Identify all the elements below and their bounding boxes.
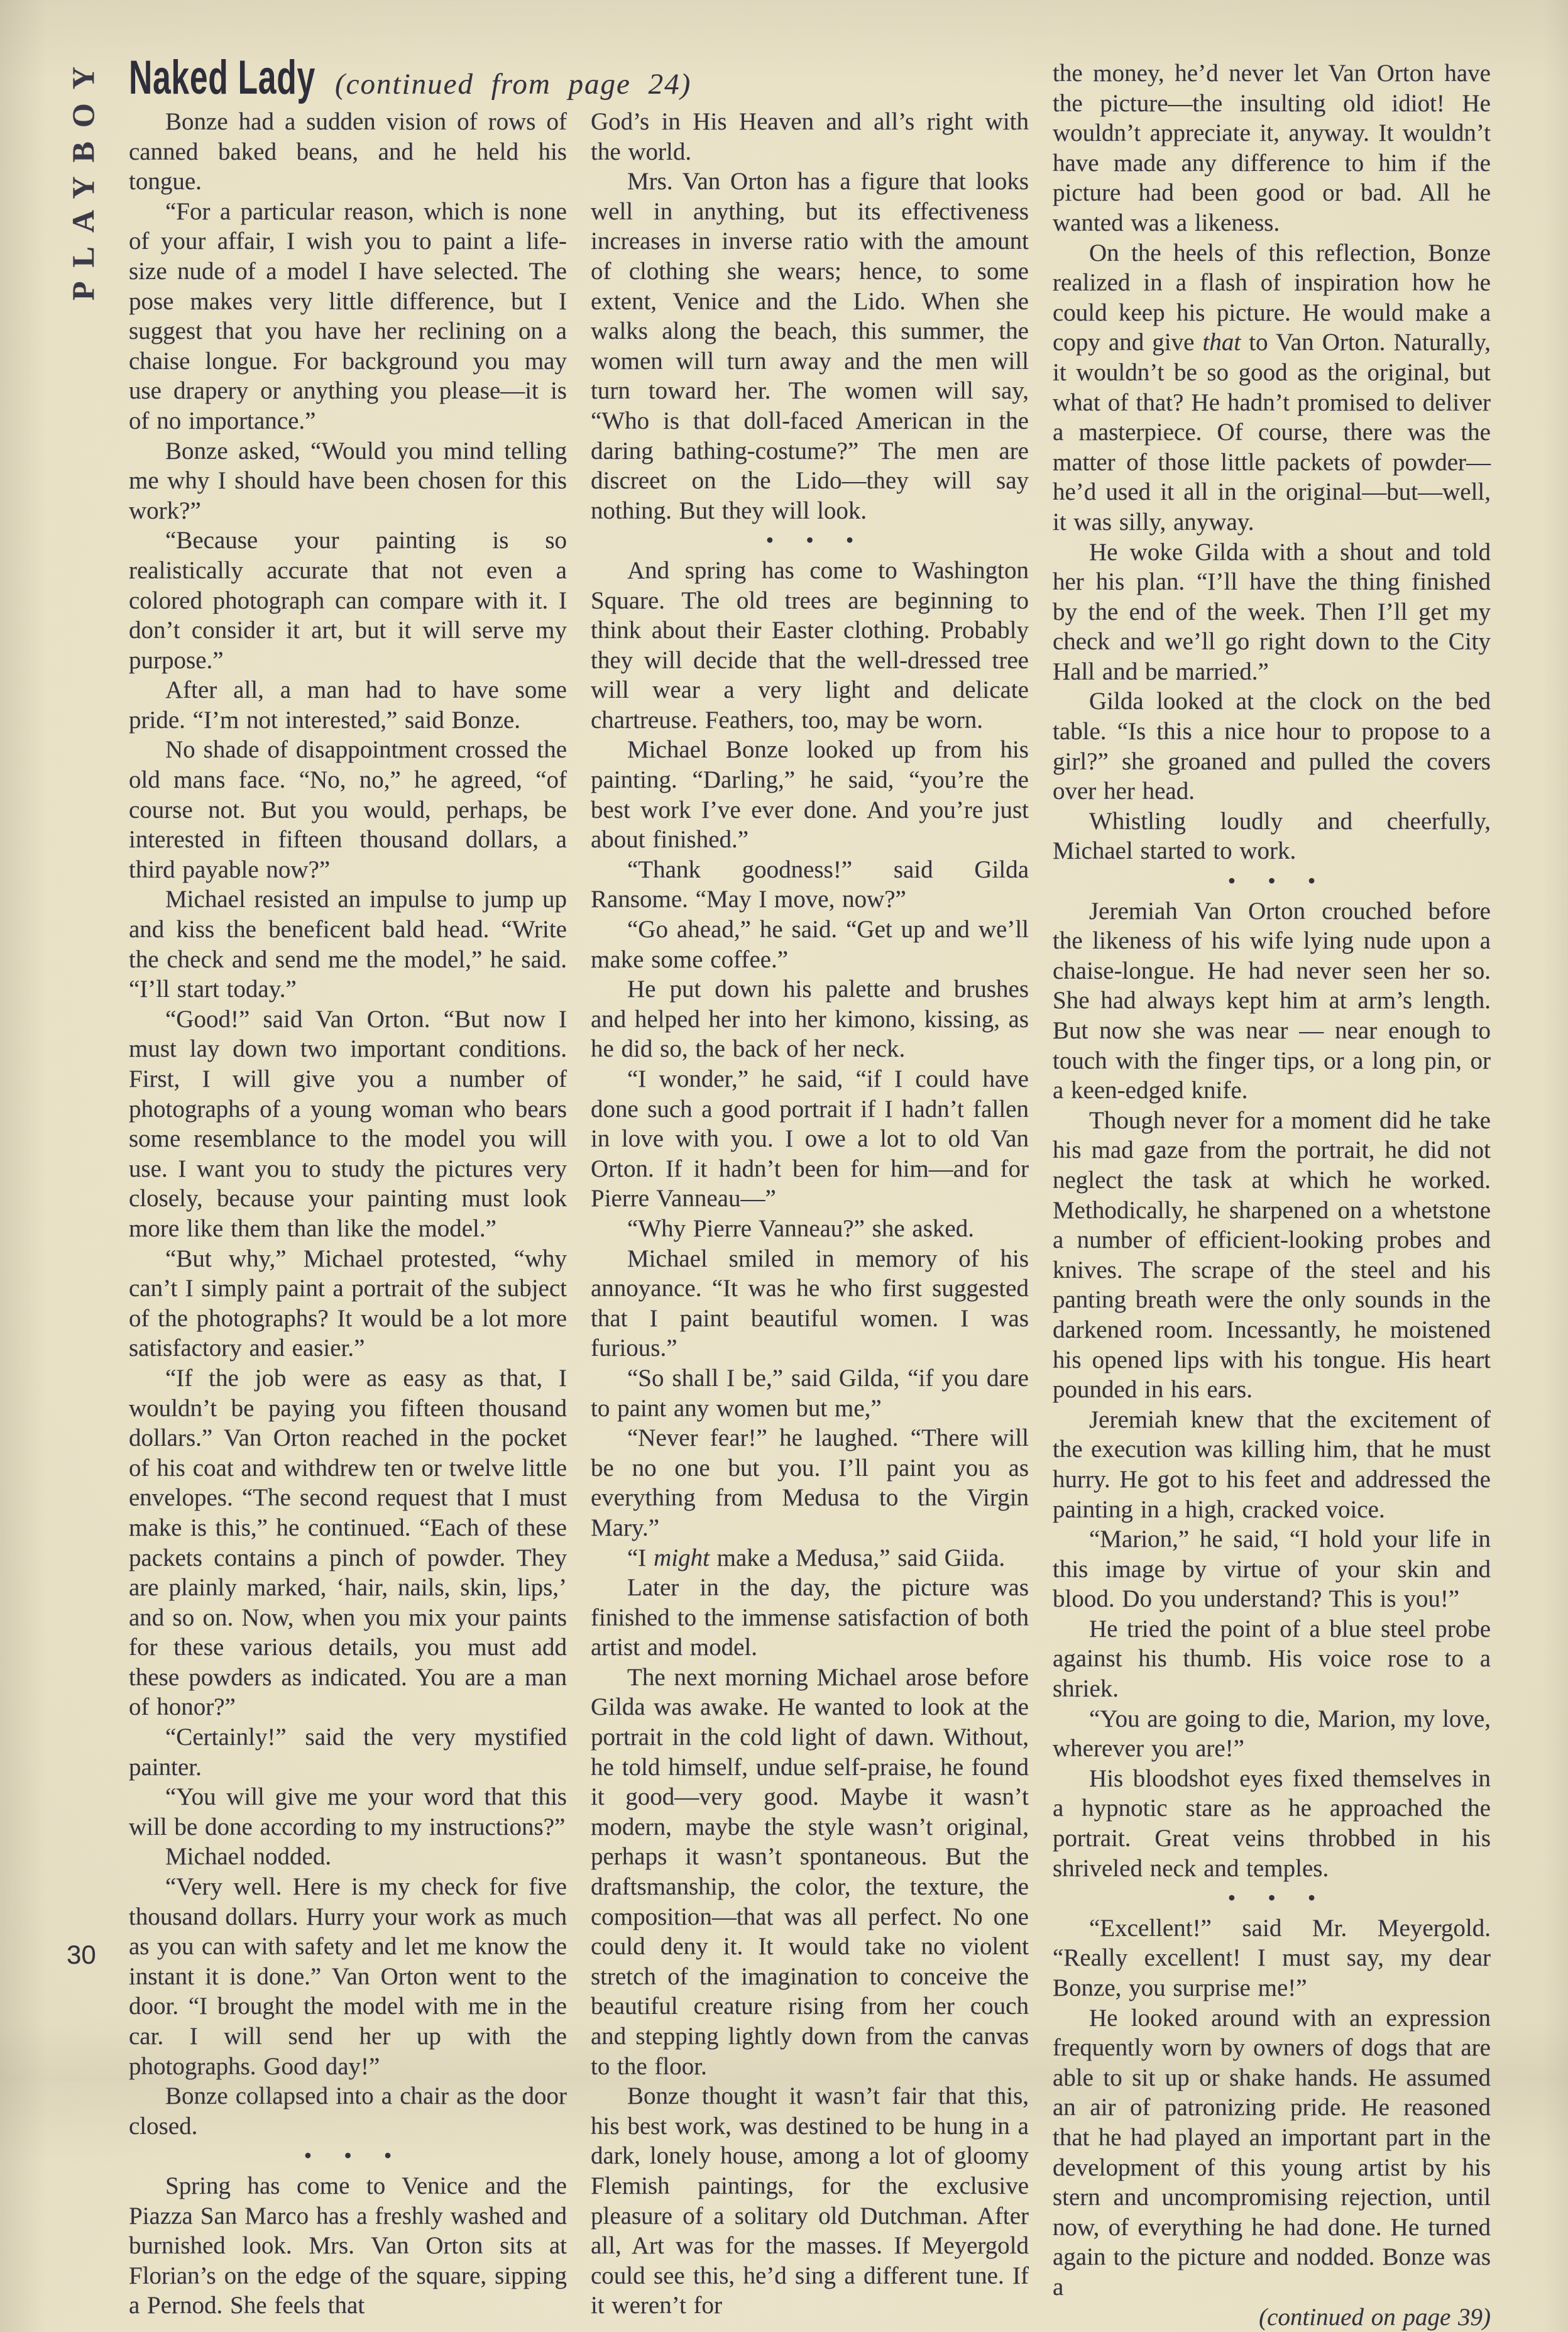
story-paragraph <box>129 1872 567 2081</box>
story-paragraph <box>129 107 567 197</box>
story-paragraph <box>591 1363 1029 1423</box>
text-segment: Michael resisted an impulse to jump up and kiss the beneficent bald head. “Write the check and send me the model,” he said. “I’ll start today.” <box>129 886 567 1003</box>
text-segment: “Certainly!” said the very mystified painter. <box>129 1724 567 1781</box>
text-segment: make a Medusa,” said Giida. <box>709 1544 1006 1571</box>
story-paragraph <box>1053 1106 1491 1405</box>
text-segment: After all, a man had to have some pride. “I’m not interested,” said Bonze. <box>129 676 567 734</box>
text-segment: the money, he’d never let Van Orton have the picture—the insulting old idiot! He wouldn’t appreciate it, anyway. It wouldn’t have made any difference to him if the picture had been good or bad. All he wanted was a likeness. <box>1053 60 1491 236</box>
story-paragraph <box>591 1573 1029 1663</box>
text-segment: “Because your painting is so realistically accurate that not even a colored photograph can compare with it. I don’t consider it art, but it will serve my purpose.” <box>129 527 567 674</box>
text-segment: Spring has come to Venice and the Piazza San Marco has a freshly washed and burnished look. Mrs. Van Orton sits at Florian’s on the edge of the square, sipping a Pernod. She feels that <box>129 2172 567 2319</box>
text-segment: “Thank goodness!” said Gilda Ransome. “May I move, now?” <box>591 855 1029 913</box>
text-segment: He woke Gilda with a shout and told her his plan. “I’ll have the thing finished by the end of the week. Then I’ll get my check and we’ll go right down to the City Hall and be married.” <box>1053 538 1491 685</box>
text-segment: “You are going to die, Marion, my love, wherever you are!” <box>1053 1705 1491 1763</box>
story-paragraph <box>1053 537 1491 687</box>
text-segment: The next morning Michael arose before Gilda was awake. He wanted to look at the portrait in the cold light of dawn. Without, he told himself, undue self-praise, he found it good—very good. Maybe it wasn’t modern, maybe the style wasn’t original, perhaps it wasn’t spontaneous. But the draftsmanship, the color, the texture, the composition—that was all perfect. No one could deny it. It would take no violent stretch of the imagination to conceive the beautiful creature rising from her couch and stepping lightly down from the canvas to the floor. <box>591 1663 1029 2080</box>
story-paragraph <box>591 556 1029 735</box>
text-segment: On the heels of this reflection, Bonze realized in a flash of inspiration how he could keep his picture. He would make a copy and give <box>1053 239 1491 356</box>
text-segment: Later in the day, the picture was finished to the immense satisfaction of both artist and model. <box>591 1574 1029 1661</box>
text-segment: And spring has come to Washington Square. The old trees are beginning to think about their Easter clothing. Probably they will decide that the well-dressed tree will wear a very light and delicate chartreuse. Feathers, too, may be worn. <box>591 556 1029 734</box>
text-segment: Michael nodded. <box>165 1843 332 1871</box>
text-segment: He looked around with an expression frequently worn by owners of dogs that are able to sit up or shake hands. He assumed an air of patronizing pride. He reasoned that he had played an important part in the development of this young artist by his stern and uncompromising rejection, until now, of everything he had done. He turned again to the picture and nodded. Bonze was a <box>1053 2004 1491 2301</box>
story-paragraph <box>1053 2302 1491 2332</box>
story-paragraph <box>129 436 567 526</box>
text-segment: “If the job were as easy as that, I wouldn’t be paying you fifteen thousand dollars.” Van Orton reached in the pocket of his coat and withdrew ten or twelve little envelopes. “The second request that I must make is this,” he continued. “Each of these packets contains a pinch of powder. They are plainly marked, ‘hair, nails, skin, lips,’ and so on. Now, when you mix your paints for these various details, you must add these powders as indicated. You are a man of honor?” <box>129 1364 567 1721</box>
story-paragraph <box>129 525 567 675</box>
text-segment: to Van Orton. Naturally, it wouldn’t be so good as the original, but what of that? He hadn’t promised to deliver a masterpiece. Of course, there was the matter of those little packets of powder—he’d used it all in the original—but—well, it was silly, anyway. <box>1053 329 1491 536</box>
text-segment: Bonze thought it wasn’t fair that this, his best work, was destined to be hung in a dark, lonely house, among a lot of gloomy Flemish paintings, for the exclusive pleasure of a solitary old Dutchman. After all, Art was for the masses. If Meyergold could see this, he’d sing a different tune. If it weren’t for <box>591 2082 1029 2319</box>
text-segment: Bonze asked, “Would you mind telling me why I should have been chosen for this work?” <box>129 437 567 524</box>
story-paragraph <box>591 915 1029 974</box>
playboy-spine-masthead: PLAYBOY <box>65 53 101 300</box>
story-paragraph <box>591 974 1029 1064</box>
story-paragraph <box>129 1782 567 1842</box>
text-segment: He put down his palette and brushes and helped her into her kimono, kissing, as he did so, the back of her neck. <box>591 976 1029 1063</box>
story-paragraph <box>1053 1405 1491 1524</box>
text-column-2 <box>591 107 1029 2321</box>
text-segment: Jeremiah Van Orton crouched before the likeness of his wife lying nude upon a chaise-longue. He had never seen her so. She had always kept him at arm’s length. But now she was near — near enough to touch with the finger tips, or a long pin, or a keen-edged knife. <box>1053 897 1491 1104</box>
text-column-1 <box>129 107 567 2321</box>
story-paragraph <box>591 735 1029 854</box>
text-segment: “So shall I be,” said Gilda, “if you dare to paint any women but me,” <box>591 1364 1029 1422</box>
text-segment: “Excellent!” said Mr. Meyergold. “Really excellent! I must say, my dear Bonze, you surprise me!” <box>1053 1914 1491 2001</box>
text-segment: “For a particular reason, which is none of your affair, I wish you to paint a life-size nude of a model I have selected. The pose makes very little difference, but I suggest that you have her reclining on a chaise longue. For background you may use drapery or anything you please—it is of no importance.” <box>129 197 567 434</box>
story-paragraph <box>1053 1913 1491 2003</box>
text-segment: “You will give me your word that this will be done according to my instructions?” <box>129 1783 567 1840</box>
story-paragraph <box>591 1064 1029 1214</box>
italic-text: that <box>1202 329 1241 356</box>
story-paragraph <box>129 1004 567 1244</box>
story-paragraph <box>1053 1704 1491 1764</box>
text-segment: Bonze had a sudden vision of rows of canned baked beans, and he held his tongue. <box>129 108 567 195</box>
text-segment: God’s in His Heaven and all’s right with the world. <box>591 108 1029 165</box>
story-paragraph <box>1053 1614 1491 1704</box>
story-paragraph <box>591 1214 1029 1244</box>
text-segment: “Go ahead,” he said. “Get up and we’ll make some coffee.” <box>591 916 1029 973</box>
section-break-dots: • • • <box>1227 1885 1316 1911</box>
story-paragraph <box>129 735 567 884</box>
story-paragraph <box>1053 58 1491 238</box>
text-segment: “Never fear!” he laughed. “There will be no one but you. I’ll paint you as everything from Medusa to the Virgin Mary.” <box>591 1424 1029 1541</box>
story-paragraph <box>591 1423 1029 1543</box>
text-segment: “But why,” Michael protested, “why can’t I simply paint a portrait of the subject of the photographs? It would be a lot more satisfactory and easier.” <box>129 1245 567 1362</box>
text-segment: Michael smiled in memory of his annoyance. “It was he who first suggested that I paint beautiful women. I was furious.” <box>591 1245 1029 1362</box>
text-segment: No shade of disappointment crossed the old mans face. “No, no,” he agreed, “of course not. But you would, perhaps, be interested in fifteen thousand dollars, a third payable now?” <box>129 736 567 883</box>
page-title-text: Naked Lady <box>129 51 315 104</box>
text-segment: Gilda looked at the clock on the bed table. “Is this a nice hour to propose to a girl?” she groaned and pulled the covers over her head. <box>1053 688 1491 805</box>
text-segment: Mrs. Van Orton has a figure that looks well in anything, but its effectiveness increases in inverse ratio with the amount of clothing she wears; hence, to some extent, Venice and the Lido. When she walks along the beach, this summer, the women will turn away and the men will turn toward her. The women will say, “Who is that doll-faced American in the daring bathing-costume?” The men are discreet on the Lido—they will say nothing. But they will look. <box>591 168 1029 524</box>
story-paragraph <box>129 2171 567 2321</box>
section-break-dots: • • • <box>304 2143 392 2169</box>
story-paragraph <box>129 1363 567 1722</box>
story-paragraph <box>591 1244 1029 1363</box>
text-segment: “I wonder,” he said, “if I could have done such a good portrait if I hadn’t fallen in love with you. I owe a lot to old Van Orton. If it hadn’t been for him—and for Pierre Vanneau—” <box>591 1065 1029 1213</box>
story-paragraph <box>129 197 567 436</box>
text-column-3 <box>1053 58 1491 2332</box>
story-paragraph <box>1053 2003 1491 2302</box>
text-segment: “Marion,” he said, “I hold your life in this image by virtue of your skin and blood. Do you understand? This is you!” <box>1053 1526 1491 1613</box>
text-segment: Jeremiah knew that the excitement of the execution was killing him, that he must hurry. He got to his feet and addressed the painting in a high, cracked voice. <box>1053 1405 1491 1523</box>
story-paragraph <box>1053 1764 1491 1883</box>
story-paragraph <box>129 884 567 1004</box>
italic-text: might <box>654 1544 710 1571</box>
text-segment: He tried the point of a blue steel probe against his thumb. His voice rose to a shriek. <box>1053 1615 1491 1703</box>
story-paragraph <box>129 1244 567 1363</box>
text-segment: His bloodshot eyes fixed themselves in a hypnotic stare as he approached the portrait. Great veins throbbed in his shriveled neck and temples. <box>1053 1764 1491 1882</box>
story-paragraph <box>591 1543 1029 1573</box>
story-paragraph <box>591 1663 1029 2081</box>
story-paragraph <box>591 107 1029 167</box>
story-paragraph <box>129 2081 567 2141</box>
text-segment: Bonze collapsed into a chair as the door closed. <box>129 2082 567 2140</box>
story-paragraph <box>1053 896 1491 1106</box>
story-paragraph <box>129 1842 567 1872</box>
continued-from-label: (continued from page 24) <box>335 68 692 101</box>
text-segment: Michael Bonze looked up from his painting. “Darling,” he said, “you’re the best work I’ve ever done. And you’re just about finished.” <box>591 736 1029 854</box>
story-paragraph <box>591 167 1029 525</box>
story-paragraph <box>591 855 1029 915</box>
story-paragraph <box>1053 686 1491 806</box>
page-number: 30 <box>67 1940 96 1969</box>
story-paragraph <box>1053 238 1491 537</box>
text-segment: “Why Pierre Vanneau?” she asked. <box>627 1214 974 1242</box>
section-break-dots: • • • <box>765 527 854 553</box>
text-segment: “Very well. Here is my check for five thousand dollars. Hurry your work as much as you can with safety and let me know the instant it is done.” Van Orton went to the door. “I brought the model with me in the car. I will send her up with the photographs. Good day!” <box>129 1873 567 2080</box>
section-break-dots: • • • <box>1227 868 1316 894</box>
text-segment: “I <box>627 1544 654 1571</box>
story-paragraph <box>1053 806 1491 866</box>
story-paragraph <box>129 675 567 735</box>
text-segment: Whistling loudly and cheerfully, Michael started to work. <box>1053 807 1491 865</box>
story-paragraph <box>1053 1524 1491 1614</box>
text-segment: “Good!” said Van Orton. “But now I must lay down two important conditions. First, I will give you a number of photographs of a young woman who bears some resemblance to the model you will use. I want you to study the pictures very closely, because your painting must look more like them than like the model.” <box>129 1005 567 1242</box>
italic-text: (continued on page 39) <box>1259 2303 1491 2331</box>
story-paragraph <box>129 1722 567 1782</box>
story-paragraph <box>591 2081 1029 2321</box>
text-segment: Though never for a moment did he take his mad gaze from the portrait, he did not neglect the task at which he worked. Methodically, he sharpened on a whetstone a number of efficient-looking probes and knives. The scrape of the steel and his panting breath were the only sounds in the darkened room. Incessantly, he moistened his opened lips with his tongue. His heart pounded in his ears. <box>1053 1106 1491 1404</box>
